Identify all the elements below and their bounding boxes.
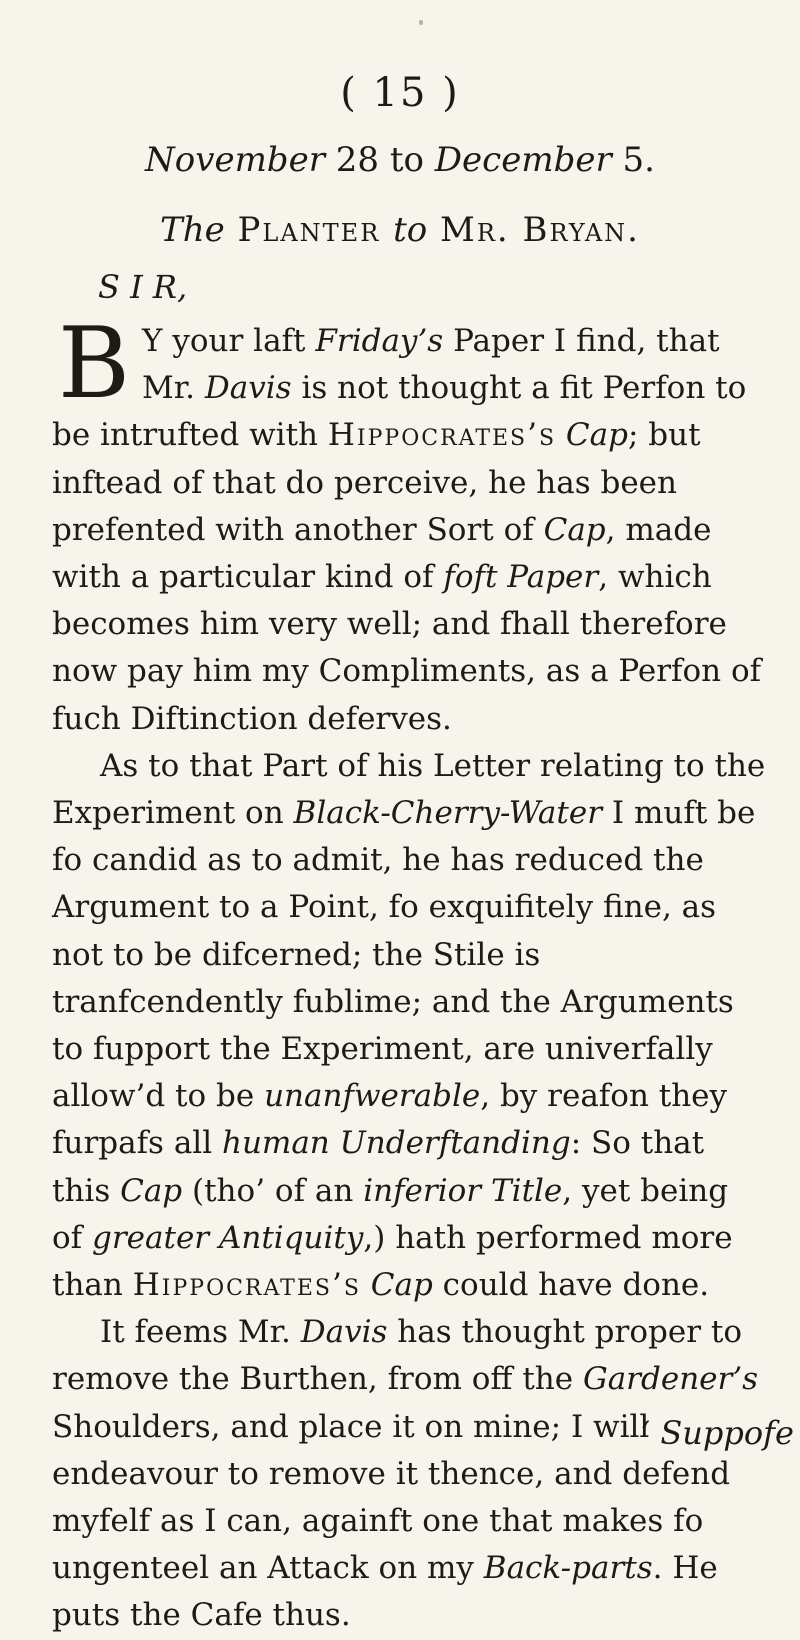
text-run: , made with a particular kind of: [52, 511, 712, 596]
date-end: December: [434, 140, 612, 180]
text-run: Y your laft: [142, 323, 316, 359]
text-run-italic: Davis: [204, 370, 292, 407]
text-run-smallcaps: Hippocrates’s: [327, 417, 557, 454]
text-run-italic: Black-Cherry-Water: [293, 795, 603, 832]
text-run: [361, 1267, 371, 1303]
text-run-italic: foft Paper: [443, 559, 599, 596]
text-run: As to that Part of his Letter relating to the Experiment on: [52, 747, 766, 832]
paragraph-3: [52, 1309, 766, 1639]
ink-speck: [419, 20, 423, 25]
title-the: The: [160, 210, 225, 250]
text-run: , by reafon they furpafs all: [52, 1078, 728, 1162]
text-run-italic: greater Antiquity: [92, 1219, 364, 1256]
text-run: , which becomes him very well; and fhall therefore now pay him my Compliments, as a Perfon of fuch Diftinction deferves.: [52, 559, 762, 737]
text-run: has thought proper to remove the Burthen, from off the: [52, 1314, 742, 1398]
text-run-italic: inferior Title: [363, 1172, 563, 1209]
text-run: , yet being of: [52, 1172, 729, 1256]
text-run-italic: Cap: [370, 1267, 433, 1304]
text-run-italic: Cap: [543, 511, 606, 548]
text-run: : So that this: [52, 1125, 705, 1209]
text-run: Shoulders, and place it on mine; I will endeavour to remove it thence, and defend myfelf as I can, againft one that makes fo ungenteel an Attack on my: [52, 1408, 731, 1587]
text-run-italic: human Underftanding: [222, 1125, 571, 1162]
date-range: [0, 140, 800, 180]
date-end-day: 5.: [611, 140, 655, 180]
letter-title: [0, 210, 800, 250]
title-to: to: [393, 210, 428, 250]
text-run-italic: Cap: [565, 417, 628, 454]
salutation: S I R,: [98, 268, 188, 306]
text-run: [556, 417, 566, 453]
text-run: could have done.: [432, 1267, 710, 1304]
paragraph-2: [52, 743, 766, 1309]
catchword: ‘ Suppofe: [640, 1414, 794, 1452]
text-run-italic: Gardener’s: [582, 1361, 759, 1398]
text-run: . He puts the Cafe thus.: [52, 1550, 718, 1634]
text-run: ,) hath performed more than: [52, 1219, 733, 1304]
title-from: Planter: [224, 210, 394, 250]
text-run-italic: Back-parts: [483, 1550, 653, 1587]
text-run: ; but inftead of that do perceive, he has been prefented with another Sort of: [52, 417, 701, 548]
text-run-italic: Cap: [120, 1172, 183, 1209]
date-start: November: [145, 140, 325, 180]
text-run: (tho’ of an: [182, 1172, 364, 1209]
text-run-italic: unanfwerable: [264, 1078, 481, 1115]
page-number: ( 15 ): [340, 70, 460, 116]
text-run-smallcaps: Hippocrates’s: [132, 1267, 361, 1304]
title-recipient: Mr. Bryan.: [427, 210, 640, 250]
text-run: is not thought a fit Perfon to be intrufted with: [52, 370, 747, 454]
text-run: It feems Mr.: [100, 1314, 301, 1351]
text-run-italic: Davis: [300, 1314, 388, 1351]
drop-cap: B: [58, 307, 131, 421]
paragraph-1: [52, 307, 766, 743]
text-run: Paper I find, that Mr.: [142, 323, 720, 407]
text-run: I muft be fo candid as to admit, he has reduced the Argument to a Point, fo exquifitely fine, as not to be difcerned; the Stile is tranfcendently fublime; and the Arguments to fupport the Experiment, are univerfally allow’d to be: [52, 795, 756, 1115]
text-run-italic: Friday’s: [315, 323, 444, 359]
date-start-day: 28 to: [324, 140, 435, 180]
